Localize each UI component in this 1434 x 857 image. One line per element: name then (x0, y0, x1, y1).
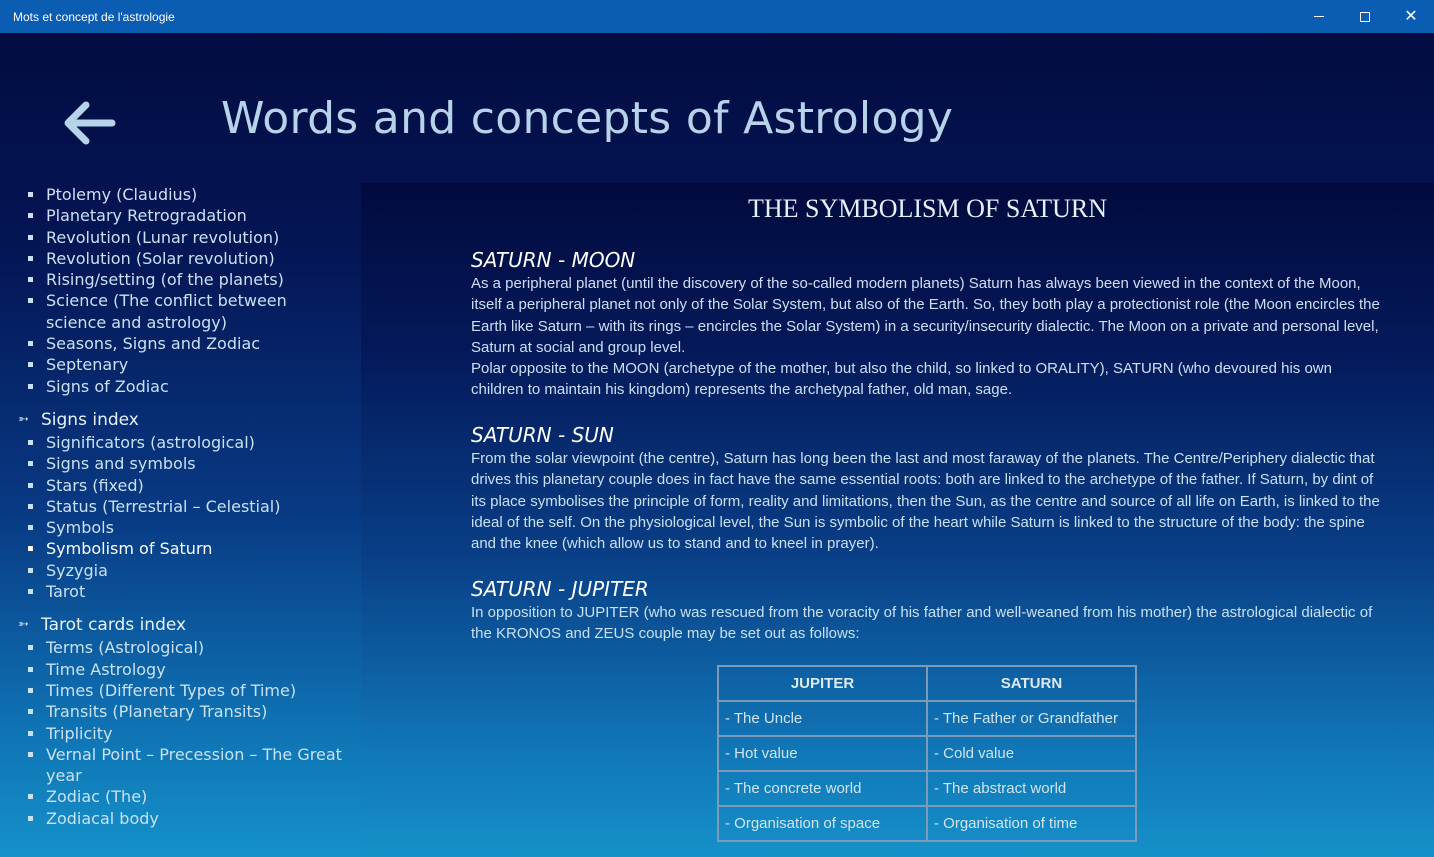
bullet-icon (28, 192, 33, 197)
bullet-icon (28, 568, 33, 573)
comparison-table (717, 665, 1137, 842)
index-item-label: Symbolism of Saturn (46, 539, 213, 559)
bullet-icon (28, 525, 33, 530)
index-list (0, 637, 361, 829)
index-item[interactable] (0, 248, 345, 269)
section-saturn-sun (471, 422, 1386, 554)
index-item[interactable] (0, 453, 345, 474)
index-item[interactable] (0, 538, 345, 559)
index-item[interactable] (0, 354, 345, 375)
section-label: Signs index (41, 409, 139, 430)
section-heading: SATURN - JUPITER (471, 577, 649, 601)
index-item-label: Stars (fixed) (46, 475, 144, 495)
index-item[interactable] (0, 269, 345, 290)
window-title: Mots et concept de l'astrologie (13, 10, 175, 24)
table-row (718, 736, 1136, 771)
index-item[interactable] (0, 659, 345, 680)
index-item-label: Revolution (Solar revolution) (46, 248, 275, 268)
bullet-icon (28, 688, 33, 693)
index-item[interactable] (0, 723, 345, 744)
bullet-icon (28, 816, 33, 821)
table-row (718, 806, 1136, 841)
index-item[interactable] (0, 744, 345, 787)
maximize-button[interactable] (1342, 0, 1388, 33)
index-item[interactable] (0, 701, 345, 722)
index-item-label: Times (Different Types of Time) (46, 680, 297, 700)
table-cell: - The concrete world (718, 771, 927, 806)
maximize-icon (1360, 12, 1370, 22)
bullet-icon (28, 440, 33, 445)
index-item-label: Zodiacal body (46, 808, 159, 828)
section-tarot-index[interactable] (0, 614, 361, 636)
index-item[interactable] (0, 680, 345, 701)
index-item-label: Signs of Zodiac (46, 376, 169, 396)
title-bar[interactable] (0, 0, 1434, 33)
index-item[interactable] (0, 786, 345, 807)
bullet-icon (28, 667, 33, 672)
bullet-icon (28, 298, 33, 303)
minimize-button[interactable] (1296, 0, 1342, 33)
index-item[interactable] (0, 184, 345, 205)
bullet-icon (28, 589, 33, 594)
bullet-icon (28, 794, 33, 799)
index-list (0, 432, 361, 602)
index-item[interactable] (0, 496, 345, 517)
index-item-label: Transits (Planetary Transits) (46, 702, 268, 722)
section-paragraph: In opposition to JUPITER (who was rescued from the voracity of his father and well-weaned from his mother) the astrological dialectic of the KRONOS and ZEUS couple may be set out as follows: (471, 604, 1373, 643)
sidebar-index[interactable] (0, 183, 361, 857)
index-item-label: Planetary Retrogradation (46, 206, 247, 226)
section-saturn-moon (471, 247, 1386, 401)
index-item[interactable] (0, 376, 345, 397)
page-title: Words and concepts of Astrology (221, 93, 954, 144)
bullet-icon (28, 384, 33, 389)
index-item[interactable] (0, 290, 345, 333)
section-label: Tarot cards index (41, 615, 187, 636)
bullet-icon (28, 213, 33, 218)
index-item-label: Vernal Point – Precession – The Great year (46, 744, 342, 786)
table-row (718, 701, 1136, 736)
bullet-icon (28, 341, 33, 346)
table-cell: - Cold value (927, 736, 1136, 771)
section-arrow-icon: ➳ (18, 411, 29, 427)
table-cell: - Organisation of space (718, 806, 927, 841)
bullet-icon (28, 235, 33, 240)
index-item-label: Triplicity (46, 723, 113, 743)
index-item-label: Seasons, Signs and Zodiac (46, 334, 261, 354)
table-cell: - The Uncle (718, 701, 927, 736)
arrow-left-icon (64, 101, 118, 145)
bullet-icon (28, 362, 33, 367)
index-item[interactable] (0, 475, 345, 496)
table-cell: - Organisation of time (927, 806, 1136, 841)
section-arrow-icon: ➳ (18, 617, 29, 633)
index-item-label: Science (The conflict between science and astrology) (46, 291, 287, 332)
bullet-icon (28, 546, 33, 551)
index-item[interactable] (0, 227, 345, 248)
article-view[interactable] (361, 183, 1434, 857)
section-heading: SATURN - SUN (471, 423, 614, 447)
page-header (0, 33, 1434, 183)
index-item[interactable] (0, 808, 345, 829)
index-item-label: Rising/setting (of the planets) (46, 270, 284, 290)
bullet-icon (28, 504, 33, 509)
index-item-label: Syzygia (46, 560, 108, 580)
index-item-label: Significators (astrological) (46, 432, 255, 452)
section-paragraph: As a peripheral planet (until the discovery of the so-called modern planets) Saturn has always been viewed in the context of the Moon, itself a peripheral planet not only of the Solar System, but also of the Earth. So, they both play a protectionist role (the Moon encircles the Earth like Saturn – with its rings – encircles the Solar System) in a security/insecurity dialectic. The Moon on a private and personal level, Saturn at social and group level. (471, 275, 1380, 356)
index-item-label: Ptolemy (Claudius) (46, 185, 198, 204)
close-icon: ✕ (1404, 7, 1418, 25)
index-item-label: Signs and symbols (46, 454, 196, 474)
index-item[interactable] (0, 432, 345, 453)
index-item[interactable] (0, 581, 345, 602)
index-item[interactable] (0, 517, 345, 538)
bullet-icon (28, 256, 33, 261)
section-paragraph: Polar opposite to the MOON (archetype of the mother, but also the child, so linked to ORALITY), SATURN (who devoured his own children to maintain his kingdom) represents the archetypal father, old man, sage. (471, 360, 1332, 399)
index-item-label: Status (Terrestrial – Celestial) (46, 496, 281, 516)
bullet-icon (28, 277, 33, 282)
back-button[interactable] (64, 101, 118, 145)
section-saturn-jupiter (471, 576, 1386, 645)
minimize-icon (1314, 16, 1324, 17)
index-item[interactable] (0, 205, 345, 226)
bullet-icon (28, 731, 33, 736)
index-item-label: Time Astrology (46, 659, 166, 679)
table-cell: - Hot value (718, 736, 927, 771)
index-list (0, 184, 361, 397)
index-item-label: Revolution (Lunar revolution) (46, 227, 280, 247)
index-item-label: Symbols (46, 518, 114, 538)
index-item-label: Terms (Astrological) (46, 638, 205, 658)
table-header-row (718, 666, 1136, 701)
table-row (718, 771, 1136, 806)
section-heading: SATURN - MOON (471, 248, 636, 272)
index-item[interactable] (0, 560, 345, 581)
index-item[interactable] (0, 333, 345, 354)
bullet-icon (28, 645, 33, 650)
section-paragraph: From the solar viewpoint (the centre), Saturn has long been the last and most faraway of the planets. The Centre/Periphery dialectic that drives this planetary couple does in fact have the same essential roots: both are linked to the archetype of the father. If Saturn, by dint of its place symbolises the principle of form, reality and limitations, then the Sun, as the centre and source of all life on Earth, is linked to the ideal of the self. On the physiological level, the Sun is symbolic of the heart while Saturn is linked to the structure of the body: the spine and the knee (which allow us to stand and to kneel in prayer). (471, 450, 1380, 553)
index-item-label: Zodiac (The) (46, 787, 148, 807)
bullet-icon (28, 483, 33, 488)
article-title: THE SYMBOLISM OF SATURN (748, 194, 1107, 223)
index-item-label: Tarot (46, 582, 86, 602)
index-item-label: Septenary (46, 355, 129, 375)
bullet-icon (28, 709, 33, 714)
column-header: SATURN (927, 666, 1136, 701)
index-item[interactable] (0, 637, 345, 658)
section-signs-index[interactable] (0, 409, 361, 431)
table-cell: - The Father or Grandfather (927, 701, 1136, 736)
bullet-icon (28, 752, 33, 757)
close-button[interactable] (1388, 0, 1434, 33)
column-header: JUPITER (718, 666, 927, 701)
table-cell: - The abstract world (927, 771, 1136, 806)
bullet-icon (28, 461, 33, 466)
